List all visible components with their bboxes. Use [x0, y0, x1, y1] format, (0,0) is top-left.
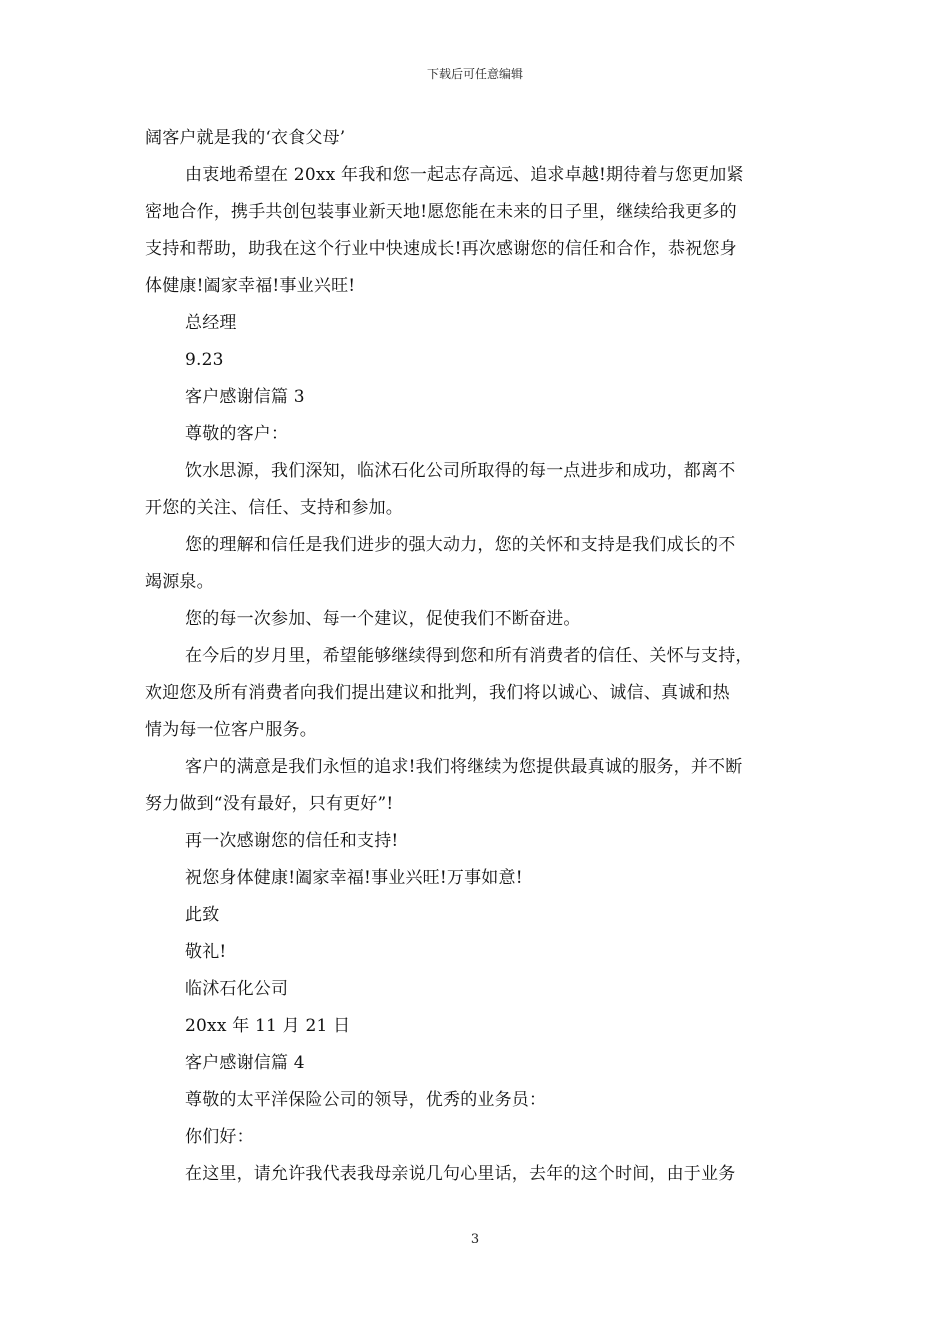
text-line: 竭源泉。	[145, 572, 214, 592]
signature-date: 20xx 年 11 月 21 日	[185, 1016, 351, 1036]
text-line: 阔客户就是我的‘衣食父母’	[145, 128, 346, 148]
closing-line: 此致	[185, 905, 220, 925]
section-heading: 客户感谢信篇 3	[185, 387, 305, 407]
text-line: 再一次感谢您的信任和支持!	[185, 831, 399, 851]
text-line: 祝您身体健康!阖家幸福!事业兴旺!万事如意!	[185, 868, 523, 888]
document-body	[145, 120, 810, 1193]
text-line: 欢迎您及所有消费者向我们提出建议和批判，我们将以诚心、诚信、真诚和热	[145, 683, 730, 703]
text-line: 由衷地希望在 20xx 年我和您一起志存高远、追求卓越!期待着与您更加紧	[185, 165, 744, 185]
text-line: 您的理解和信任是我们进步的强大动力，您的关怀和支持是我们成长的不	[185, 535, 736, 555]
salutation: 尊敬的客户：	[185, 424, 289, 444]
signature-company: 临沭石化公司	[185, 979, 289, 999]
text-line: 客户的满意是我们永恒的追求!我们将继续为您提供最真诚的服务，并不断	[185, 757, 743, 777]
page-number: 3	[470, 1232, 480, 1247]
signature-title: 总经理	[185, 313, 237, 333]
text-line: 在今后的岁月里，希望能够继续得到您和所有消费者的信任、关怀与支持，	[185, 646, 753, 666]
text-line: 体健康!阖家幸福!事业兴旺!	[145, 276, 356, 296]
text-line: 在这里，请允许我代表我母亲说几句心里话，去年的这个时间，由于业务	[185, 1164, 736, 1184]
text-line: 密地合作，携手共创包装事业新天地!愿您能在未来的日子里，继续给我更多的	[145, 202, 737, 222]
text-line: 开您的关注、信任、支持和参加。	[145, 498, 403, 518]
salutation: 尊敬的太平洋保险公司的领导，优秀的业务员：	[185, 1090, 547, 1110]
signature-date: 9.23	[185, 350, 224, 370]
section-heading: 客户感谢信篇 4	[185, 1053, 305, 1073]
text-line: 您的每一次参加、每一个建议，促使我们不断奋进。	[185, 609, 581, 629]
text-line: 努力做到“没有最好，只有更好”!	[145, 794, 394, 814]
closing-line: 敬礼!	[185, 942, 227, 962]
text-line: 情为每一位客户服务。	[145, 720, 317, 740]
page-header: 下载后可任意编辑	[426, 67, 523, 81]
text-line: 支持和帮助，助我在这个行业中快速成长!再次感谢您的信任和合作，恭祝您身	[145, 239, 737, 259]
greeting: 你们好：	[185, 1127, 254, 1147]
text-line: 饮水思源，我们深知，临沭石化公司所取得的每一点进步和成功，都离不	[185, 461, 736, 481]
